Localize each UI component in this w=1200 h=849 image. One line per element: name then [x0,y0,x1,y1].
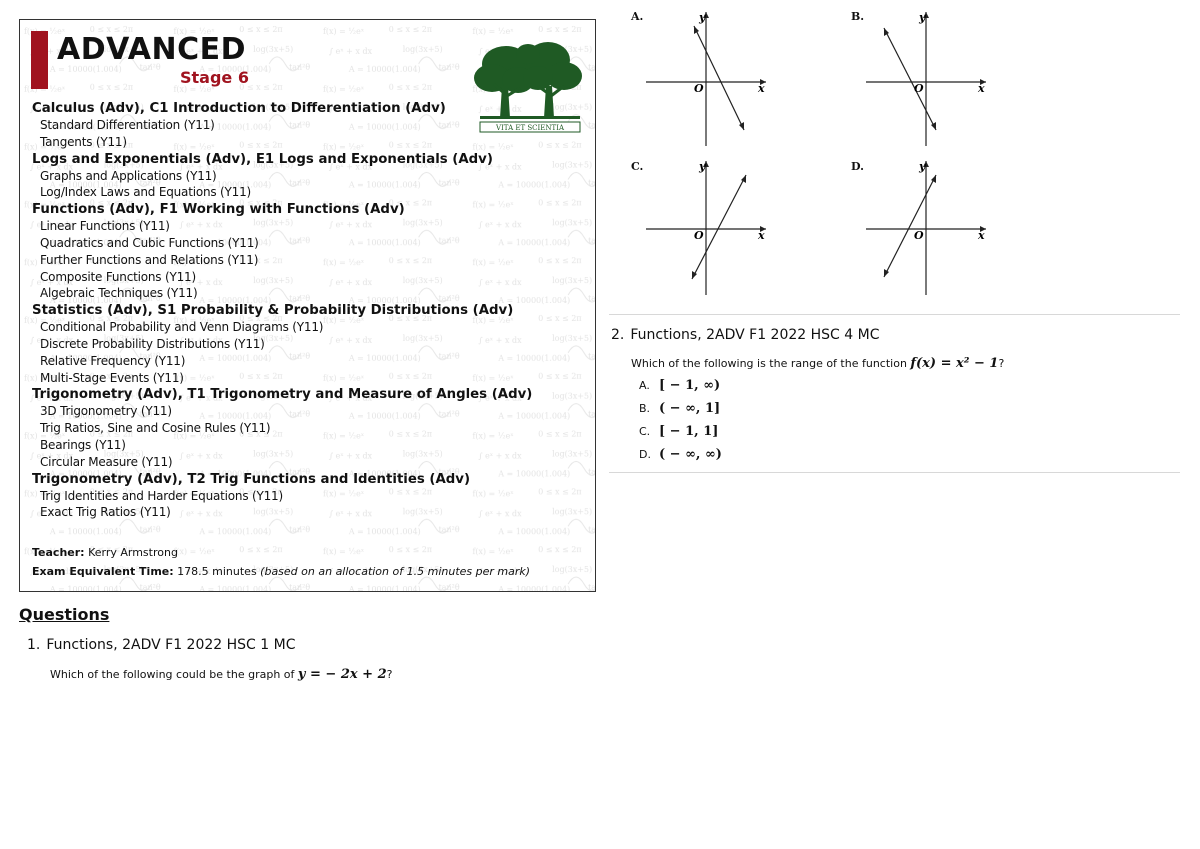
option-label: B. [639,402,651,415]
question-2-title [611,327,880,343]
question-mark: ? [386,668,393,681]
subtopic: Trig Ratios, Sine and Cosine Rules (Y11) [40,421,271,436]
subtopic: Circular Measure (Y11) [40,454,173,469]
subtopic: Multi-Stage Events (Y11) [40,370,184,385]
svg-text:O: O [694,82,704,95]
exam-time-value: 178.5 minutes [177,565,257,578]
svg-text:y: y [919,11,926,24]
svg-text:O: O [694,229,704,242]
subtopic: Bearings (Y11) [40,437,126,452]
option-label: C. [639,425,651,438]
question-2-text [631,356,1004,371]
section-title: Statistics (Adv), S1 Probability & Probability Distributions (Adv) [32,303,514,319]
teacher-line [32,546,178,559]
subtopic: Discrete Probability Distributions (Y11) [40,336,265,351]
subtopic: Relative Frequency (Y11) [40,353,186,368]
divider [609,472,1180,473]
svg-text:y: y [699,11,706,24]
subtopic: Graphs and Applications (Y11) [40,168,217,183]
line-plot [694,26,744,130]
svg-text:x: x [978,82,985,95]
option-value: [ − 1, ∞) [659,378,721,393]
stage-label: Stage 6 [180,68,249,87]
exam-time-label: Exam Equivalent Time: [32,565,174,578]
option-label: D. [639,448,651,461]
exam-time-line [32,565,530,578]
section-title: Functions (Adv), F1 Working with Functions (Adv) [32,202,405,218]
question-1-title [27,637,296,653]
option-value: ( − ∞, 1] [659,401,721,416]
logo-motto: VITA ET SCIENTIA [495,124,565,132]
graph-b [860,8,1020,148]
line-plot [884,28,936,130]
teacher-label: Teacher: [32,546,85,559]
subtopic: Algebraic Techniques (Y11) [40,286,198,301]
graph-a [640,8,800,148]
option-label: A. [639,379,650,392]
svg-text:O: O [914,229,924,242]
line-plot [884,175,936,277]
question-mark: ? [998,357,1005,370]
brand-title: ADVANCED [57,32,247,67]
option-value: [ − 1, 1] [659,424,719,439]
svg-text:y: y [919,160,926,173]
section-title: Calculus (Adv), C1 Introduction to Differentiation (Adv) [32,101,446,116]
subtopic: Linear Functions (Y11) [40,219,170,234]
option-a [639,378,720,393]
graph-c [640,157,800,297]
section-title: Trigonometry (Adv), T2 Trig Functions and Identities (Adv) [32,471,471,487]
question-title-text: Functions, 2ADV F1 2022 HSC 4 MC [630,327,880,343]
question-number: 2. [611,327,625,343]
question-number: 1. [27,637,41,653]
option-b [639,401,720,416]
divider [609,314,1180,315]
section-title: Logs and Exponentials (Adv), E1 Logs and Exponentials (Adv) [32,151,493,167]
svg-text:y: y [699,160,706,173]
option-d [639,447,722,462]
svg-text:x: x [758,82,765,95]
svg-text:x: x [978,229,985,242]
svg-text:x: x [758,229,765,242]
subtopic: Tangents (Y11) [40,134,127,149]
graph-label-a: A. [631,10,644,23]
question-prompt: Which of the following is the range of the function [631,357,907,370]
subtopic: Trig Identities and Harder Equations (Y11) [40,488,283,503]
subtopic: Exact Trig Ratios (Y11) [40,505,171,520]
teacher-name: Kerry Armstrong [88,546,178,559]
brand-accent-bar [31,31,48,89]
subtopic: Quadratics and Cubic Functions (Y11) [40,235,259,250]
question-title-text: Functions, 2ADV F1 2022 HSC 1 MC [46,637,296,653]
section-title: Trigonometry (Adv), T1 Trigonometry and Measure of Angles (Adv) [32,387,533,403]
equation: f(x) = x² − 1 [910,356,999,371]
questions-heading: Questions [19,605,110,624]
subtopic: Composite Functions (Y11) [40,269,196,284]
subtopic: Standard Differentiation (Y11) [40,118,215,132]
exam-time-note: (based on an allocation of 1.5 minutes per mark) [260,565,531,578]
subtopic: Further Functions and Relations (Y11) [40,252,259,267]
equation: y = − 2x + 2 [297,667,387,682]
subtopic: Log/Index Laws and Equations (Y11) [40,185,252,200]
subtopic: 3D Trigonometry (Y11) [40,404,172,419]
line-plot [692,175,746,279]
graph-label-d: D. [851,160,864,173]
cover-page [19,19,596,592]
svg-text:O: O [914,82,924,95]
question-1-text [50,667,392,682]
option-value: ( − ∞, ∞) [659,447,722,462]
question-prompt: Which of the following could be the graph of [50,668,295,681]
subtopic: Conditional Probability and Venn Diagrams (Y11) [40,320,324,335]
graph-d [860,157,1020,297]
graph-label-b: B. [851,10,865,23]
graph-label-c: C. [631,160,644,173]
option-c [639,424,718,439]
